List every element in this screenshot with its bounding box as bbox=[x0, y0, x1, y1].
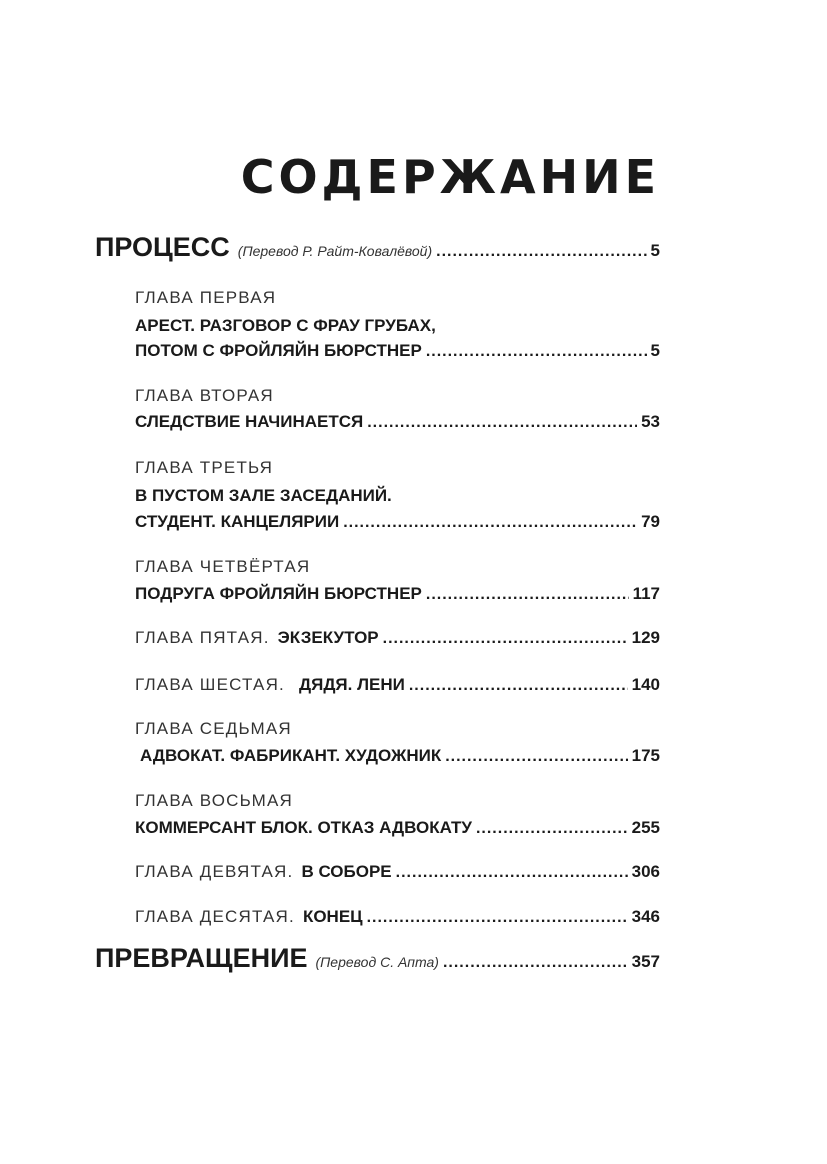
page-number: 117 bbox=[632, 584, 660, 603]
dot-leader bbox=[367, 414, 637, 432]
chapter-title: АДВОКАТ. ФАБРИКАНТ. ХУДОЖНИК bbox=[140, 746, 442, 765]
toc-entry-chapter[interactable] bbox=[135, 907, 660, 927]
dot-leader bbox=[409, 677, 628, 695]
page-number: 346 bbox=[631, 907, 660, 926]
toc-entry-chapter[interactable] bbox=[135, 584, 660, 604]
chapter-title: КОММЕРСАНТ БЛОК. ОТКАЗ АДВОКАТУ bbox=[135, 818, 472, 837]
toc-entry-chapter[interactable] bbox=[140, 746, 660, 766]
page-number: 175 bbox=[631, 746, 660, 765]
work-title: ПРЕВРАЩЕНИЕ bbox=[95, 943, 308, 973]
chapter-title: В СОБОРЕ bbox=[301, 862, 392, 881]
toc-entry-work[interactable] bbox=[95, 943, 660, 974]
toc-entry-chapter[interactable] bbox=[135, 675, 660, 695]
toc-entry-chapter[interactable] bbox=[135, 818, 660, 838]
dot-leader bbox=[445, 748, 627, 766]
page-number: 129 bbox=[631, 628, 660, 647]
work-title: ПРОЦЕСС bbox=[95, 232, 230, 262]
chapter-label: ГЛАВА ДЕСЯТАЯ. bbox=[135, 907, 295, 926]
page-title: СОДЕРЖАНИЕ bbox=[240, 150, 660, 204]
page-number: 79 bbox=[641, 512, 660, 531]
dot-leader bbox=[383, 630, 628, 648]
dot-leader bbox=[476, 820, 628, 838]
toc-entry-chapter[interactable] bbox=[135, 412, 660, 432]
translator-note: (Перевод С. Апта) bbox=[315, 954, 439, 970]
chapter-label: ГЛАВА ТРЕТЬЯ bbox=[135, 458, 274, 477]
chapter-label: ГЛАВА ПЕРВАЯ bbox=[135, 288, 277, 307]
chapter-title: ДЯДЯ. ЛЕНИ bbox=[298, 675, 405, 694]
chapter-label: ГЛАВА ПЯТАЯ. bbox=[135, 628, 270, 647]
chapter-title: ПОДРУГА ФРОЙЛЯЙН БЮРСТНЕР bbox=[135, 584, 422, 603]
chapter-label: ГЛАВА ДЕВЯТАЯ. bbox=[135, 862, 294, 881]
page-number: 5 bbox=[650, 341, 660, 360]
translator-note: (Перевод Р. Райт-Ковалёвой) bbox=[237, 243, 433, 259]
chapter-title: КОНЕЦ bbox=[302, 907, 363, 926]
page-number: 306 bbox=[631, 862, 660, 881]
chapter-title: ПОТОМ С ФРОЙЛЯЙН БЮРСТНЕР bbox=[135, 341, 422, 360]
toc-entry-chapter[interactable] bbox=[135, 862, 660, 882]
toc-entry-chapter[interactable] bbox=[135, 341, 660, 361]
toc-entry-chapter[interactable] bbox=[135, 628, 660, 648]
chapter-title: АРЕСТ. РАЗГОВОР С ФРАУ ГРУБАХ, bbox=[135, 316, 436, 335]
chapter-title: СЛЕДСТВИЕ НАЧИНАЕТСЯ bbox=[135, 412, 364, 431]
chapter-label: ГЛАВА ЧЕТВЁРТАЯ bbox=[135, 557, 311, 576]
dot-leader bbox=[443, 954, 628, 972]
page-number: 53 bbox=[641, 412, 660, 431]
chapter-title: СТУДЕНТ. КАНЦЕЛЯРИИ bbox=[135, 512, 340, 531]
page-number: 357 bbox=[631, 952, 660, 971]
dot-leader bbox=[396, 864, 628, 882]
page-number: 255 bbox=[631, 818, 660, 837]
chapter-label: ГЛАВА ВТОРАЯ bbox=[135, 386, 274, 405]
chapter-label: ГЛАВА СЕДЬМАЯ bbox=[135, 719, 292, 738]
chapter-title: ЭКЗЕКУТОР bbox=[277, 628, 379, 647]
page-number: 5 bbox=[650, 241, 660, 260]
toc-entry-chapter[interactable] bbox=[135, 512, 660, 532]
dot-leader bbox=[436, 243, 646, 261]
dot-leader bbox=[426, 586, 629, 604]
dot-leader bbox=[343, 514, 637, 532]
chapter-label: ГЛАВА ВОСЬМАЯ bbox=[135, 791, 294, 810]
dot-leader bbox=[367, 909, 628, 927]
chapter-label: ГЛАВА ШЕСТАЯ. bbox=[135, 675, 285, 694]
toc-entry-work[interactable] bbox=[95, 232, 660, 263]
dot-leader bbox=[426, 343, 647, 361]
chapter-title: В ПУСТОМ ЗАЛЕ ЗАСЕДАНИЙ. bbox=[135, 486, 392, 505]
page-number: 140 bbox=[631, 675, 660, 694]
